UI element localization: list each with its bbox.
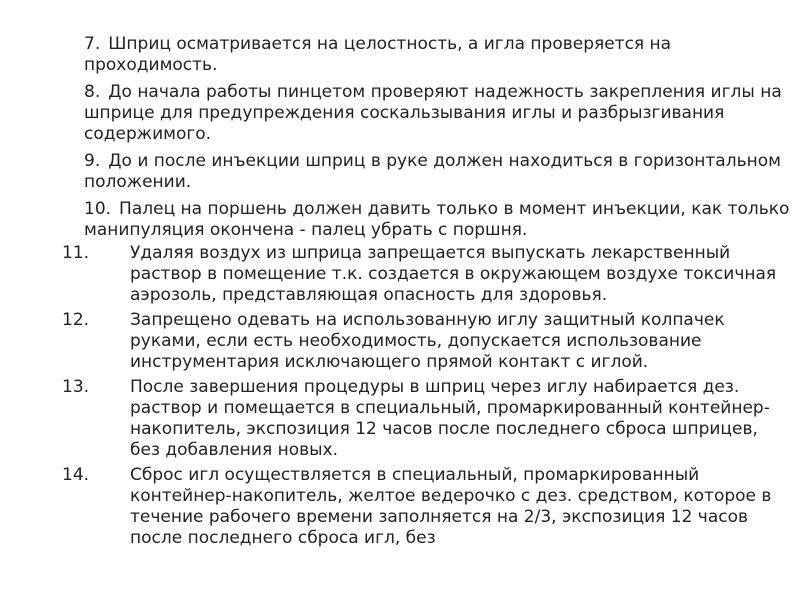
list-item xyxy=(62,377,790,461)
item-number: 11. xyxy=(62,243,90,263)
item-number: 8. xyxy=(84,82,101,102)
list-item xyxy=(62,310,790,373)
item-text: Запрещено одевать на использованную иглу защитный колпачек руками, если есть необходимость, допускается использование инструментария исключающего прямой контакт с иглой. xyxy=(130,310,725,372)
item-number: 14. xyxy=(62,465,90,485)
list-item xyxy=(84,199,790,241)
list-item xyxy=(62,465,790,549)
hanging-numbered-list xyxy=(62,243,790,553)
inline-numbered-list xyxy=(84,34,790,247)
list-item xyxy=(84,151,790,193)
list-item xyxy=(84,34,790,76)
item-text: Удаляя воздух из шприца запрещается выпускать лекарственный раствор в помещение т.к. создается в окружающем воздухе токсичная аэрозоль, представляющая опасность для здоровья. xyxy=(130,243,777,305)
list-item xyxy=(84,82,790,145)
item-number: 9. xyxy=(84,151,101,171)
item-text: До начала работы пинцетом проверяют надежность закрепления иглы на шприце для предупреждения соскальзывания иглы и разбрызгивания содержимого. xyxy=(84,82,782,144)
item-number: 13. xyxy=(62,377,90,397)
item-text: Палец на поршень должен давить только в момент инъекции, как только манипуляция окончена - палец убрать с поршня. xyxy=(84,199,790,240)
item-number: 7. xyxy=(84,34,101,54)
item-text: Сброс игл осуществляется в специальный, промаркированный контейнер-накопитель, желтое ведерочко с дез. средством, которое в течение рабочего времени заполняется на 2/3, экспозиция 12 часов после последнего сброса игл, без xyxy=(130,465,772,548)
list-item xyxy=(62,243,790,306)
item-text: Шприц осматривается на целостность, а игла проверяется на проходимость. xyxy=(84,34,672,75)
item-text: До и после инъекции шприц в руке должен находиться в горизонтальном положении. xyxy=(84,151,781,192)
item-number: 12. xyxy=(62,310,90,330)
item-text: После завершения процедуры в шприц через иглу набирается дез. раствор и помещается в специальный, промаркированный контейнер-накопитель, экспозиция 12 часов после последнего сброса шприцев, без добавления новых. xyxy=(130,377,770,460)
item-number: 10. xyxy=(84,199,112,219)
